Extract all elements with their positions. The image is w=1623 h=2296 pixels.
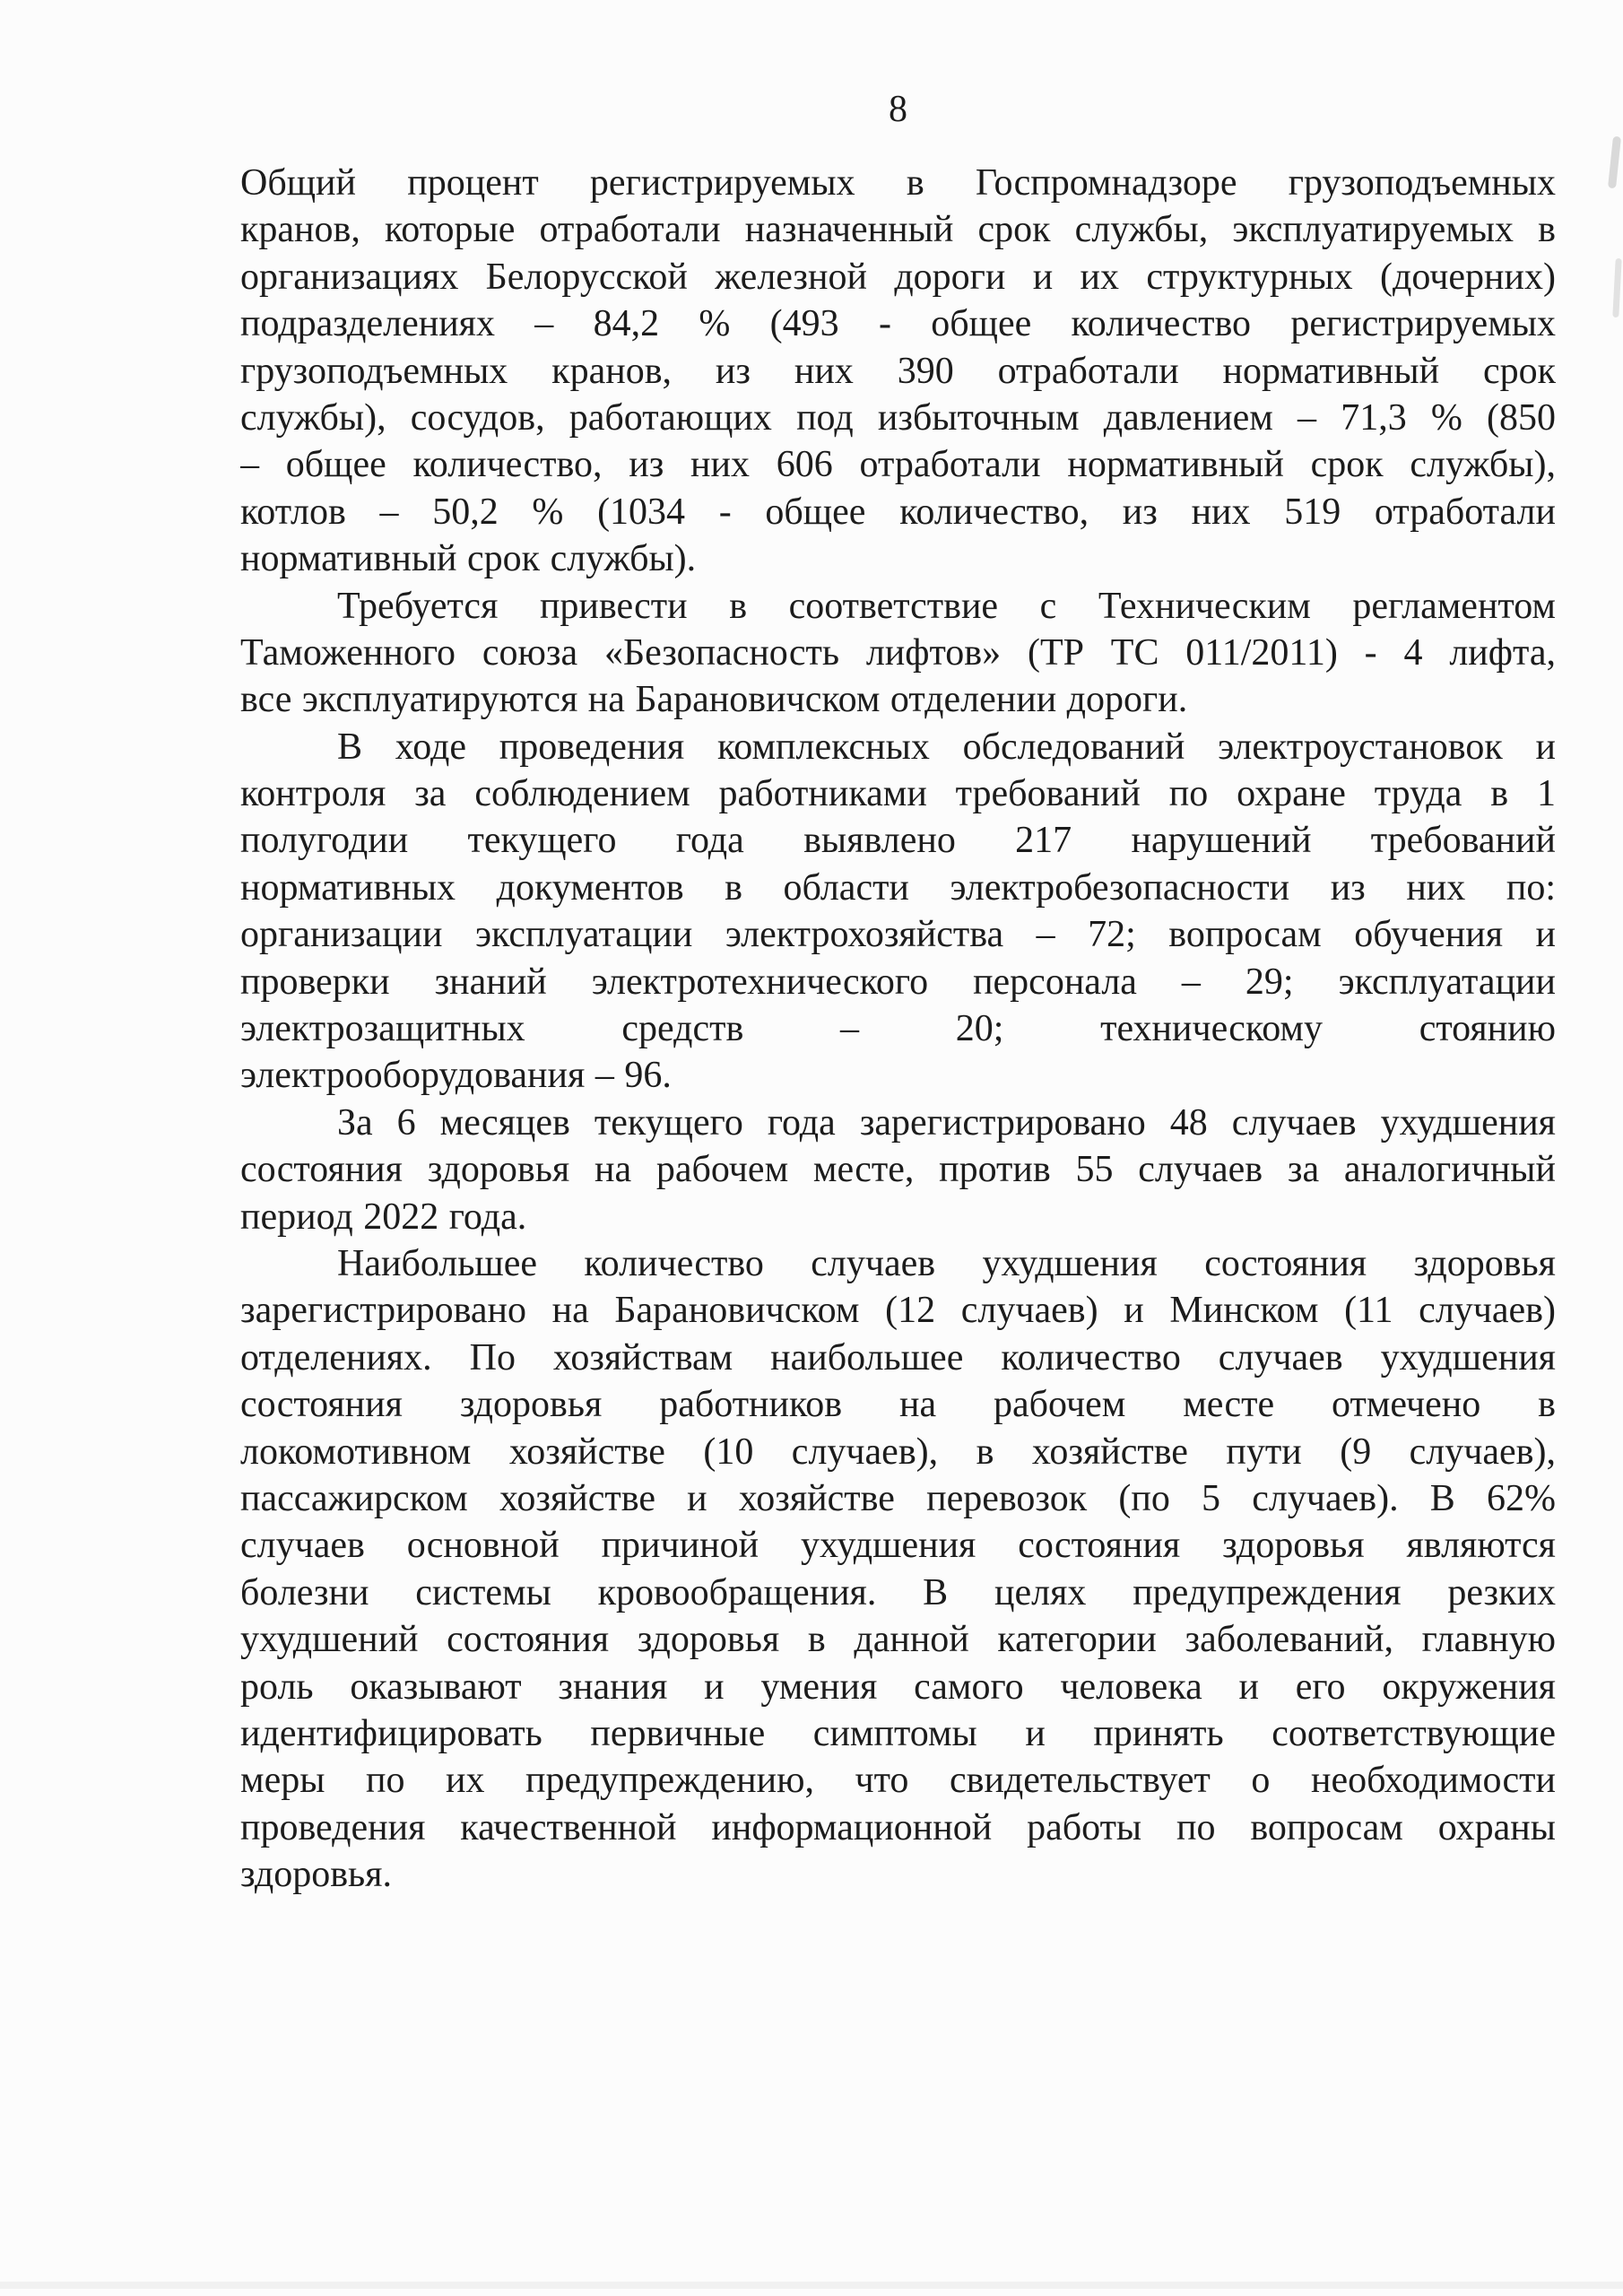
text-line: меры по их предупреждению, что свидетельствует о необходимости: [240, 1760, 1556, 1802]
text-line: Таможенного союза «Безопасность лифтов» (ТР ТС 011/2011) - 4 лифта,: [240, 631, 1556, 674]
text-line: нормативных документов в области электробезопасности из них по:: [240, 866, 1556, 909]
text-line: – общее количество, из них 606 отработали нормативный срок службы),: [240, 444, 1556, 486]
text-line: болезни системы кровообращения. В целях предупреждения резких: [240, 1571, 1556, 1613]
scan-artifact: [1612, 258, 1621, 317]
text-line: Наибольшее количество случаев ухудшения состояния здоровья: [337, 1242, 1556, 1284]
text-line: идентифицировать первичные симптомы и принять соответствующие: [240, 1712, 1556, 1754]
text-line: состояния здоровья работников на рабочем месте отмечено в: [240, 1384, 1556, 1426]
text-line: ухудшений состояния здоровья в данной категории заболеваний, главную: [240, 1619, 1556, 1661]
text-line: состояния здоровья на рабочем месте, против 55 случаев за аналогичный: [240, 1149, 1556, 1191]
text-line: зарегистрировано на Барановичском (12 случаев) и Минском (11 случаев): [240, 1290, 1556, 1332]
text-line: проверки знаний электротехнического персонала – 29; эксплуатации: [240, 961, 1556, 1003]
text-line: За 6 месяцев текущего года зарегистрировано 48 случаев ухудшения: [337, 1101, 1556, 1144]
text-line: случаев основной причиной ухудшения состояния здоровья являются: [240, 1525, 1556, 1567]
text-line: службы), сосудов, работающих под избыточным давлением – 71,3 % (850: [240, 396, 1556, 439]
text-line: полугодии текущего года выявлено 217 нарушений требований: [240, 820, 1556, 862]
page-number: 8: [889, 89, 907, 130]
text-line: Общий процент регистрируемых в Госпромнадзоре грузоподъемных: [240, 162, 1556, 204]
text-line: роль оказывают знания и умения самого человека и его окружения: [240, 1665, 1556, 1708]
text-line: все эксплуатируются на Барановичском отделении дороги.: [240, 679, 1188, 721]
text-line: нормативный срок службы).: [240, 538, 697, 580]
document-body: [240, 160, 1556, 1898]
text-line: здоровья.: [240, 1854, 393, 1896]
text-line: организации эксплуатации электрохозяйства – 72; вопросам обучения и: [240, 914, 1556, 956]
paragraph: [240, 1100, 1556, 1240]
text-line: проведения качественной информационной работы по вопросам охраны: [240, 1806, 1556, 1848]
scan-artifact: [1608, 136, 1621, 189]
text-line: Требуется привести в соответствие с Техническим регламентом: [337, 585, 1556, 627]
scan-edge-shadow: [0, 2282, 1623, 2289]
paragraph: [240, 1240, 1556, 1898]
text-line: контроля за соблюдением работниками требований по охране труда в 1: [240, 773, 1556, 815]
paragraph: [240, 160, 1556, 583]
text-line: организациях Белорусской железной дороги и их структурных (дочерних): [240, 256, 1556, 298]
text-line: пассажирском хозяйстве и хозяйстве перевозок (по 5 случаев). В 62%: [240, 1477, 1556, 1519]
text-line: грузоподъемных кранов, из них 390 отработали нормативный срок: [240, 350, 1556, 392]
text-line: электрозащитных средств – 20; техническому стоянию: [240, 1008, 1556, 1050]
text-line: котлов – 50,2 % (1034 - общее количество, из них 519 отработали: [240, 491, 1556, 533]
paragraph: [240, 724, 1556, 1100]
text-line: электрооборудования – 96.: [240, 1055, 672, 1097]
text-line: период 2022 года.: [240, 1196, 527, 1238]
text-line: локомотивном хозяйстве (10 случаев), в хозяйстве пути (9 случаев),: [240, 1431, 1556, 1473]
paragraph: [240, 583, 1556, 724]
text-line: кранов, которые отработали назначенный срок службы, эксплуатируемых в: [240, 209, 1556, 251]
text-line: В ходе проведения комплексных обследований электроустановок и: [337, 726, 1556, 768]
text-line: отделениях. По хозяйствам наибольшее количество случаев ухудшения: [240, 1336, 1556, 1378]
text-line: подразделениях – 84,2 % (493 - общее количество регистрируемых: [240, 303, 1556, 345]
